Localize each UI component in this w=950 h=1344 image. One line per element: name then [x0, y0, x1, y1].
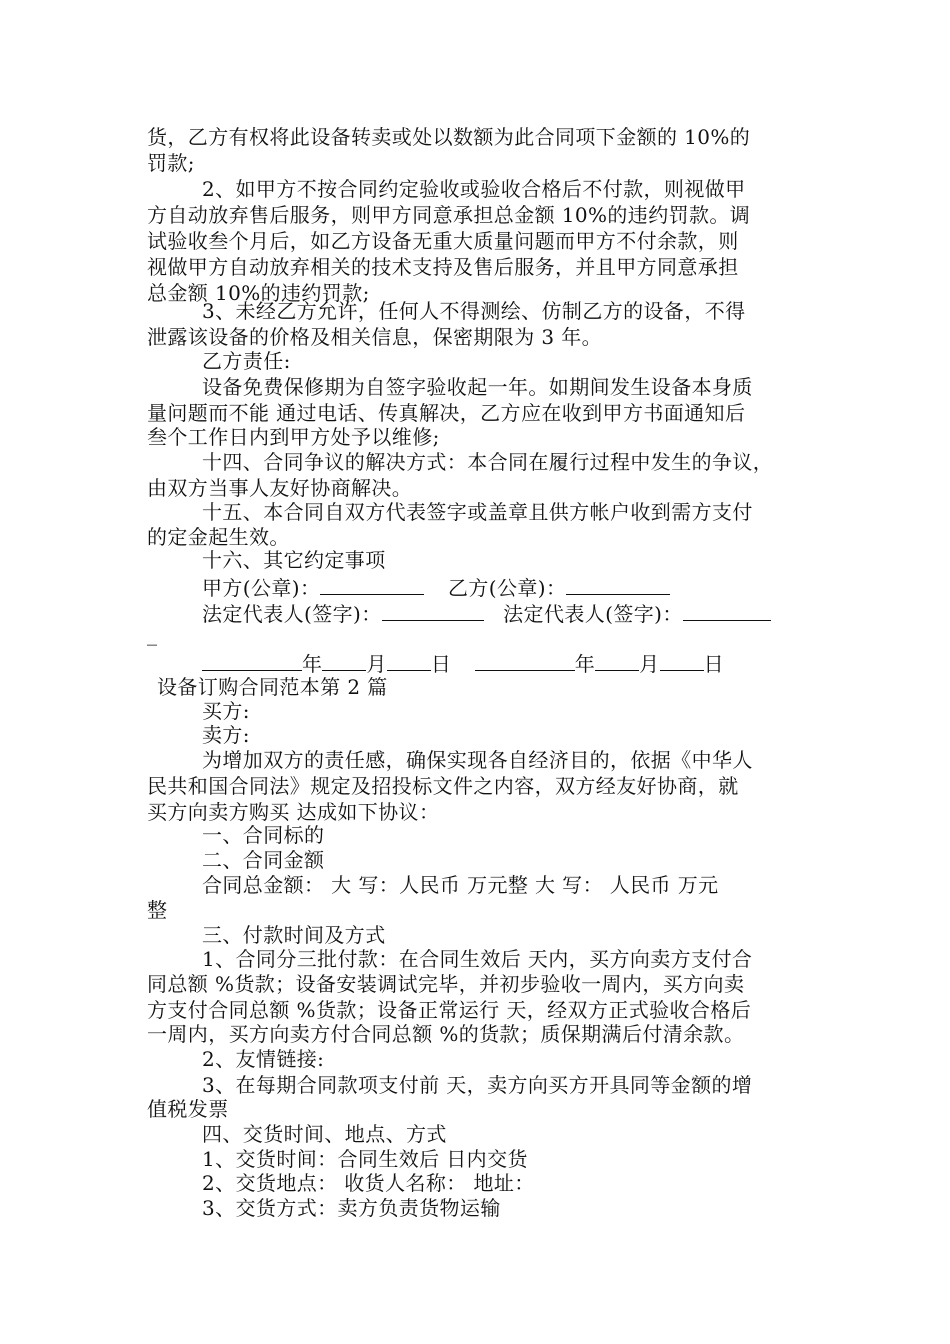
- party-b-seal-label: 乙方(公章)：: [447, 576, 567, 600]
- text-line: 设备免费保修期为自签字验收起一年。如期间发生设备本身质: [202, 375, 753, 399]
- text-line: 合同总金额： 大 写：人民币 万元整 大 写： 人民币 万元: [202, 873, 719, 897]
- text-line: 同总额 %货款；设备安装调试完毕，并初步验收一周内，买方向卖: [147, 972, 745, 996]
- month-blank-b: [595, 650, 639, 671]
- text-line: 3、在每期合同款项支付前 天，卖方向买方开具同等金额的增: [202, 1073, 753, 1097]
- text-line: 方自动放弃售后服务，则甲方同意承担总金额 10%的违约罚款。调: [147, 203, 751, 227]
- text-line: 的定金起生效。: [147, 525, 290, 549]
- text-line: 卖方:: [202, 723, 250, 747]
- section-heading: 三、付款时间及方式: [202, 923, 386, 947]
- text-line: 视做甲方自动放弃相关的技术支持及售后服务，并且甲方同意承担: [147, 255, 739, 279]
- text-line: 民共和国合同法》规定及招投标文件之内容，双方经友好协商，就: [147, 774, 739, 798]
- rep-a-blank: [382, 600, 484, 621]
- text-line: 2、交货地点： 收货人名称： 地址：: [202, 1171, 535, 1195]
- text-line: 3、未经乙方允许，任何人不得测绘、仿制乙方的设备，不得: [202, 299, 746, 323]
- seal-row: [202, 574, 832, 600]
- text-line: 1、合同分三批付款：在合同生效后 天内，买方向卖方支付合: [202, 947, 753, 971]
- day-label: 日: [703, 652, 724, 676]
- rep-b-label: 法定代表人(签字)：: [503, 602, 683, 626]
- day-label: 日: [430, 652, 452, 676]
- text-line: 买方向卖方购买 达成如下协议：: [147, 800, 440, 824]
- section-heading: 十六、其它约定事项: [202, 548, 386, 572]
- party-a-seal-label: 甲方(公章)：: [202, 576, 321, 600]
- section-heading: 一、合同标的: [202, 823, 325, 847]
- text-line: 买方:: [202, 699, 250, 723]
- text-line: 方支付合同总额 %货款；设备正常运行 天，经双方正式验收合格后: [147, 998, 752, 1022]
- document-title: 设备订购合同范本第 2 篇: [157, 675, 388, 699]
- year-label: 年: [574, 652, 596, 676]
- text-line: 2、如甲方不按合同约定验收或验收合格后不付款，则视做甲: [202, 177, 746, 201]
- text-line: 由双方当事人友好协商解决。: [147, 476, 413, 500]
- text-line: 值税发票: [147, 1097, 229, 1121]
- text-line: 整: [147, 898, 168, 922]
- rep-b-blank: [683, 600, 771, 621]
- text-line: 十四、合同争议的解决方式：本合同在履行过程中发生的争议，: [202, 450, 774, 474]
- section-heading: 四、交货时间、地点、方式: [202, 1122, 447, 1146]
- year-blank-b: [475, 650, 575, 671]
- text-line: 一周内，买方向卖方付合同总额 %的货款；质保期满后付清余款。: [147, 1022, 745, 1046]
- text-line: 1、交货时间：合同生效后 日内交货: [202, 1147, 528, 1171]
- month-label: 月: [639, 652, 660, 676]
- wrap-dash: _: [147, 622, 158, 646]
- text-line: 泄露该设备的价格及相关信息，保密期限为 3 年。: [147, 325, 603, 349]
- party-b-seal-blank: [566, 574, 670, 595]
- text-line: 试验收叁个月后，如乙方设备无重大质量问题而甲方不付余款，则: [147, 229, 739, 253]
- day-blank-b: [660, 650, 704, 671]
- section-heading: 二、合同金额: [202, 848, 325, 872]
- date-row: [202, 650, 832, 676]
- section-heading: 乙方责任:: [202, 349, 291, 373]
- rep-a-label: 法定代表人(签字)：: [202, 602, 382, 626]
- day-blank-a: [387, 650, 431, 671]
- text-line: 量问题而不能 通过电话、传真解决，乙方应在收到甲方书面通知后: [147, 401, 746, 425]
- text-line: 总金额 10%的违约罚款;: [147, 281, 370, 305]
- year-label: 年: [302, 652, 323, 676]
- month-label: 月: [366, 652, 387, 676]
- text-line: 十五、本合同自双方代表签字或盖章且供方帐户收到需方支付: [202, 500, 753, 524]
- text-line: 3、交货方式：卖方负责货物运输: [202, 1196, 501, 1220]
- text-line: 罚款;: [147, 151, 195, 175]
- month-blank-a: [322, 650, 366, 671]
- text-line: 为增加双方的责任感，确保实现各自经济目的，依据《中华人: [202, 748, 753, 772]
- text-line: 货，乙方有权将此设备转卖或处以数额为此合同项下金额的 10%的: [147, 125, 751, 149]
- text-line: 2、友情链接:: [202, 1047, 325, 1071]
- party-a-seal-blank: [320, 574, 424, 595]
- year-blank-a: [202, 650, 302, 671]
- text-line: 叁个工作日内到甲方处予以维修;: [147, 425, 440, 449]
